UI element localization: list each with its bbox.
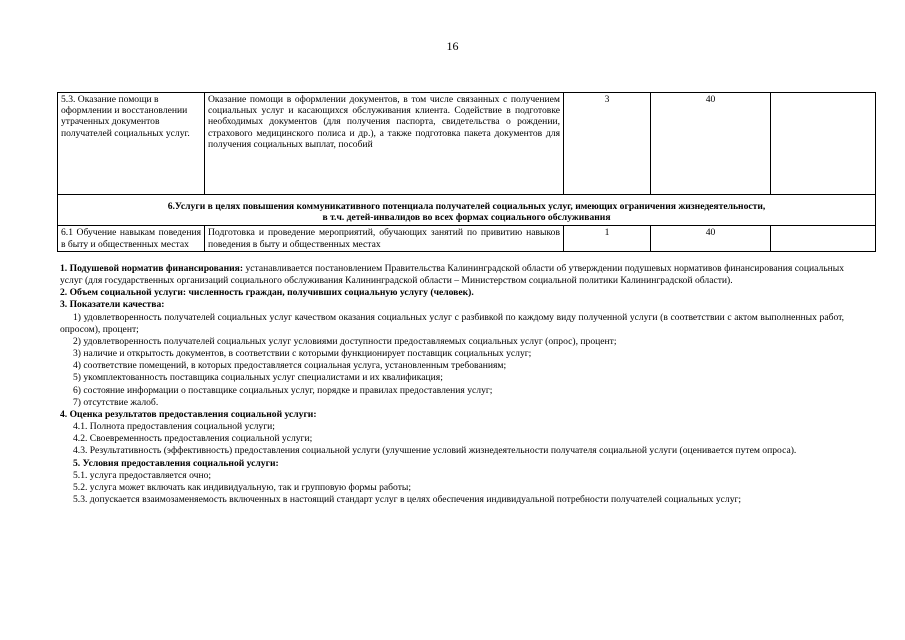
service-col4-cell: 40 [651, 226, 771, 251]
service-col5-cell [771, 93, 876, 195]
service-name-cell: 6.1 Обучение навыкам поведения в быту и общественных местах [58, 226, 205, 251]
quality-item: 4) соответствие помещений, в которых предоставляется социальная услуга, установленным требованиям; [73, 360, 507, 372]
financing-text: устанавливается постановлением Правительства Калининградской области об утверждении подушевых нормативов финансирования социальных услуг (для государственных организаций социального обслуживания Калининградской области – Министерством социальной политики Калининградской области). [60, 263, 844, 287]
financing-paragraph [60, 263, 844, 287]
service-description-cell: Оказание помощи в оформлении документов, в том числе связанных с получением социальных услуг и касающихся обслуживания клиента. Содействие в подготовке необходимых документов (для получения паспорта, свидетельства о рождении, страхового медицинского полиса и др.), а также подготовка пакета документов для получения социальных выплат, пособий [205, 93, 564, 195]
page-number: 16 [446, 39, 459, 53]
quality-item: 6) состояние информации о поставщике социальных услуг, порядке и правилах предоставления услуг; [73, 384, 493, 396]
conditions-item: 5.3. допускается взаимозаменяемость включенных в настоящий стандарт услуг в целях обеспечения индивидуальной потребности получателей социальных услуг; [73, 493, 742, 505]
service-description-cell: Подготовка и проведение мероприятий, обучающих занятий по привитию навыков поведения в быту и общественных местах [205, 226, 564, 251]
section-heading-line2: в т.ч. детей-инвалидов во всех формах социального обслуживания [322, 212, 611, 224]
section-row [58, 195, 876, 226]
quality-item: 5) укомплектованность поставщика социальных услуг специалистами и их квалификация; [73, 372, 443, 384]
standard-body [60, 263, 844, 506]
section-heading-line1: 6.Услуги в целях повышения коммуникативного потенциала получателей социальных услуг, имеющих ограничения жизнедеятельности, [167, 201, 766, 212]
financing-heading: 1. Подушевой норматив финансирования: [60, 263, 244, 274]
service-col3-cell: 1 [564, 226, 651, 251]
evaluation-heading: 4. Оценка результатов предоставления социальной услуги: [60, 408, 317, 420]
quality-item: 3) наличие и открытость документов, в соответствии с которыми функционирует поставщик социальных услуг; [73, 348, 532, 360]
service-name-cell: 5.3. Оказание помощи в оформлении и восстановлении утраченных документов получателей социальных услуг. [58, 93, 205, 195]
volume-paragraph: 2. Объем социальной услуги: численность граждан, получивших социальную услугу (человек). [60, 287, 474, 299]
section-heading [58, 195, 876, 226]
quality-heading: 3. Показатели качества: [60, 299, 165, 311]
service-col4-cell: 40 [651, 93, 771, 195]
conditions-heading: 5. Условия предоставления социальной услуги: [73, 457, 279, 469]
conditions-item: 5.2. услуга может включать как индивидуальную, так и групповую формы работы; [73, 481, 411, 493]
service-col3-cell: 3 [564, 93, 651, 195]
services-table [57, 92, 876, 252]
quality-item: 1) удовлетворенность получателей социальных услуг качеством оказания социальных услуг с разбивкой по каждому виду полученной услуги (в соответствии с актом выполненных работ, опросом), процент; [60, 311, 844, 335]
evaluation-item: 4.3. Результативность (эффективность) предоставления социальной услуги (улучшение условий жизнедеятельности получателя социальной услуги (оценивается путем опроса). [73, 445, 797, 457]
conditions-item: 5.1. услуга предоставляется очно; [73, 469, 212, 481]
table-row [58, 93, 876, 195]
quality-item: 2) удовлетворенность получателей социальных услуг условиями доступности предоставляемых социальных услуг (опрос), процент; [73, 335, 617, 347]
table-row [58, 226, 876, 251]
quality-item: 7) отсутствие жалоб. [73, 396, 159, 408]
evaluation-item: 4.2. Своевременность предоставления социальной услуги; [73, 433, 313, 445]
evaluation-item: 4.1. Полнота предоставления социальной услуги; [73, 421, 275, 433]
service-col5-cell [771, 226, 876, 251]
